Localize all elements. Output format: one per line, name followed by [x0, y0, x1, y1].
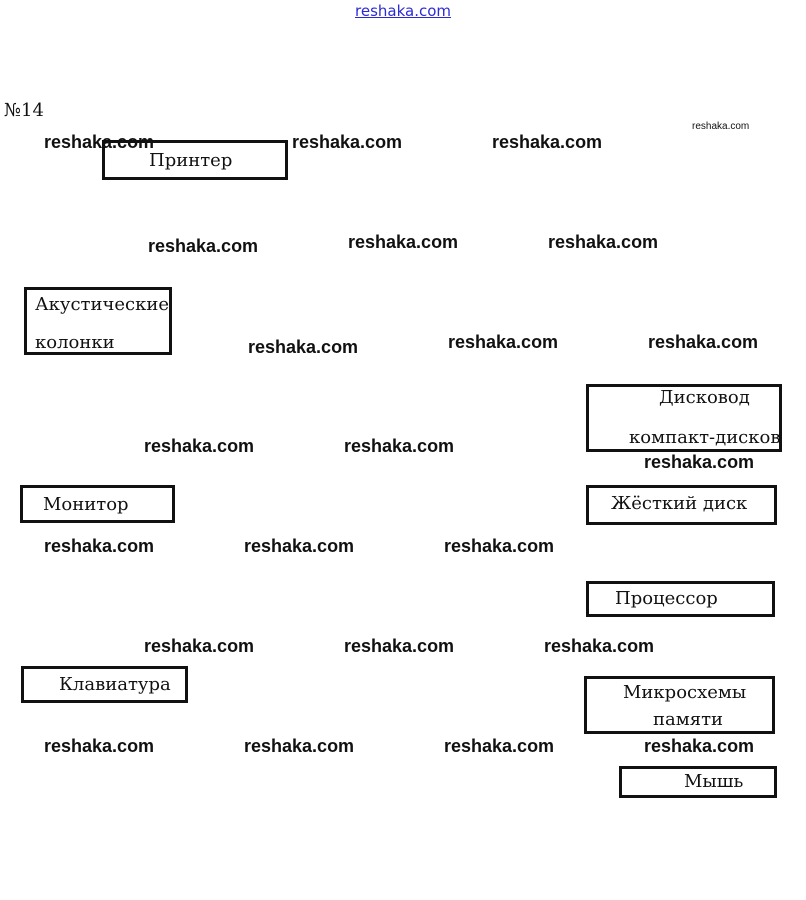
- watermark: reshaka.com: [144, 636, 255, 656]
- memory-label-line2: памяти: [653, 709, 724, 730]
- processor-box: [586, 581, 775, 617]
- watermark: reshaka.com: [248, 337, 359, 357]
- watermark: reshaka.com: [348, 232, 459, 252]
- hard-disk-box: [586, 485, 777, 525]
- watermark: reshaka.com: [44, 536, 155, 556]
- watermark: reshaka.com: [344, 436, 455, 456]
- task-number: №14: [4, 100, 44, 121]
- speakers-label-line2: колонки: [35, 332, 115, 353]
- speakers-label-line1: Акустические: [35, 294, 170, 315]
- watermark: reshaka.com: [644, 736, 755, 756]
- site-link[interactable]: reshaka.com: [355, 2, 451, 20]
- watermark: reshaka.com: [244, 736, 355, 756]
- watermark: reshaka.com: [448, 332, 559, 352]
- watermark: reshaka.com: [544, 636, 655, 656]
- cd-drive-label-line1: Дисковод: [659, 387, 750, 408]
- mouse-box: [619, 766, 777, 798]
- cd-drive-box: [586, 384, 782, 452]
- watermark: reshaka.com: [144, 436, 255, 456]
- keyboard-label: Клавиатура: [59, 674, 171, 695]
- watermark: reshaka.com: [344, 636, 455, 656]
- keyboard-box: [21, 666, 188, 703]
- watermark: reshaka.com: [244, 536, 355, 556]
- watermark: reshaka.com: [44, 132, 155, 152]
- watermark: reshaka.com: [148, 236, 259, 256]
- watermark: reshaka.com: [44, 736, 155, 756]
- watermark: reshaka.com: [292, 132, 403, 152]
- monitor-box: [20, 485, 175, 523]
- memory-label-line1: Микросхемы: [623, 682, 747, 703]
- watermark: reshaka.com: [644, 452, 755, 472]
- memory-box: [584, 676, 775, 734]
- processor-label: Процессор: [615, 588, 718, 609]
- speakers-box: [24, 287, 172, 355]
- mouse-label: Мышь: [684, 771, 744, 792]
- watermark: reshaka.com: [444, 736, 555, 756]
- watermark: reshaka.com: [444, 536, 555, 556]
- watermark: reshaka.com: [492, 132, 603, 152]
- cd-drive-label-line2: компакт-дисков: [629, 427, 781, 448]
- monitor-label: Монитор: [43, 494, 129, 515]
- hard-disk-label: Жёсткий диск: [611, 493, 748, 514]
- printer-label: Принтер: [149, 150, 233, 171]
- watermark: reshaka.com: [548, 232, 659, 252]
- watermark: reshaka.com: [648, 332, 759, 352]
- watermark: reshaka.com: [692, 121, 750, 132]
